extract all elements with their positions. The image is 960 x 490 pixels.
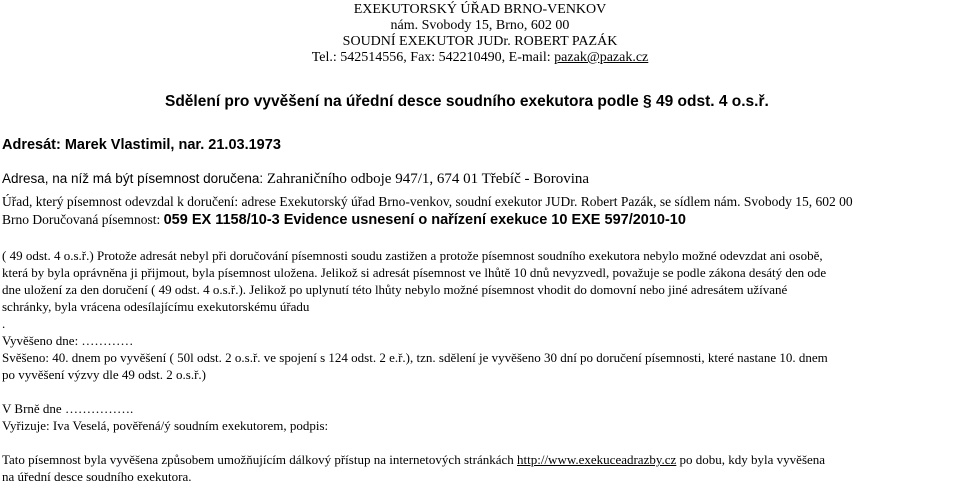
website-link[interactable]: http://www.exekuceadrazby.cz	[517, 452, 677, 467]
posted-date: Vyvěšeno dne: …………	[2, 333, 134, 348]
document-label: Brno Doručovaná písemnost:	[2, 212, 164, 227]
place-date: V Brně dne …………….	[2, 401, 134, 416]
office-address: nám. Svobody 15, Brno, 602 00	[390, 18, 570, 33]
email-link[interactable]: pazak@pazak.cz	[554, 50, 649, 65]
notice-title: Sdělení pro vyvěšení na úřední desce soudního exekutora podle § 49 odst. 4 o.s.ř.	[165, 93, 769, 110]
document-line	[2, 211, 686, 229]
office-name: EXEKUTORSKÝ ÚŘAD BRNO-VENKOV	[353, 2, 607, 17]
body-line-3: dne uložení za den doručení ( 49 odst. 4 o.s.ř.). Jelikož po uplynutí této lhůty nebylo možné písemnost vhodit do domovní nebo jiné adresátem užívané	[2, 282, 788, 297]
footer-line-2: na úřední desce soudního exekutora.	[2, 469, 192, 484]
document-value: 059 EX 1158/10-3 Evidence usnesení o nařízení exekuce 10 EXE 597/2010-10	[163, 212, 686, 228]
office-contact	[0, 50, 960, 66]
delivery-address-label: Adresa, na níž má být písemnost doručena:	[2, 171, 267, 186]
executor-name: SOUDNÍ EXEKUTOR JUDr. ROBERT PAZÁK	[342, 34, 618, 49]
body-line-5: .	[2, 316, 6, 331]
delivery-address	[2, 171, 589, 188]
body-line-1: ( 49 odst. 4 o.s.ř.) Protože adresát nebyl při doručování písemnosti soudu zastižen a protože písemnost soudního exekutora nebylo možné odevzdat ani osobě,	[2, 248, 823, 263]
footer-text-end: po dobu, kdy byla vyvěšena	[676, 452, 826, 467]
body-line-4: schránky, byla vrácena odesílajícímu exekutorskému úřadu	[2, 299, 310, 314]
contact-text: Tel.: 542514556, Fax: 542210490, E-mail:	[311, 50, 555, 65]
addressee: Adresát: Marek Vlastimil, nar. 21.03.1973	[2, 137, 281, 153]
handing-office: Úřad, který písemnost odevzdal k doručení: adrese Exekutorský úřad Brno-venkov, soudní exekutor JUDr. Robert Pazák, se sídlem nám. Svobody 15, 602 00	[2, 194, 853, 209]
removed-line-2: po vyvěšení výzvy dle 49 odst. 2 o.s.ř.)	[2, 367, 207, 382]
delivery-address-value: Zahraničního odboje 947/1, 674 01 Třebíč - Borovina	[266, 171, 590, 187]
handled-by: Vyřizuje: Iva Veselá, pověřená/ý soudním exekutorem, podpis:	[2, 418, 329, 433]
removed-line-1: Svěšeno: 40. dnem po vyvěšení ( 50l odst. 2 o.s.ř. ve spojení s 124 odst. 2 e.ř.), tzn. sdělení je vyvěšeno 30 dní po doručení písemnosti, které nastane 10. dnem	[2, 350, 828, 365]
body-line-2: která by byla oprávněna ji přijmout, byla písemnost uložena. Jelikož si adresát písemnost ve lhůtě 10 dnů nevyzvedl, považuje se podle zákona desátý den ode	[2, 265, 827, 280]
footer-text: Tato písemnost byla vyvěšena způsobem umožňujícím dálkový přístup na internetových stránkách	[2, 452, 517, 467]
footer-line-1	[2, 452, 825, 468]
